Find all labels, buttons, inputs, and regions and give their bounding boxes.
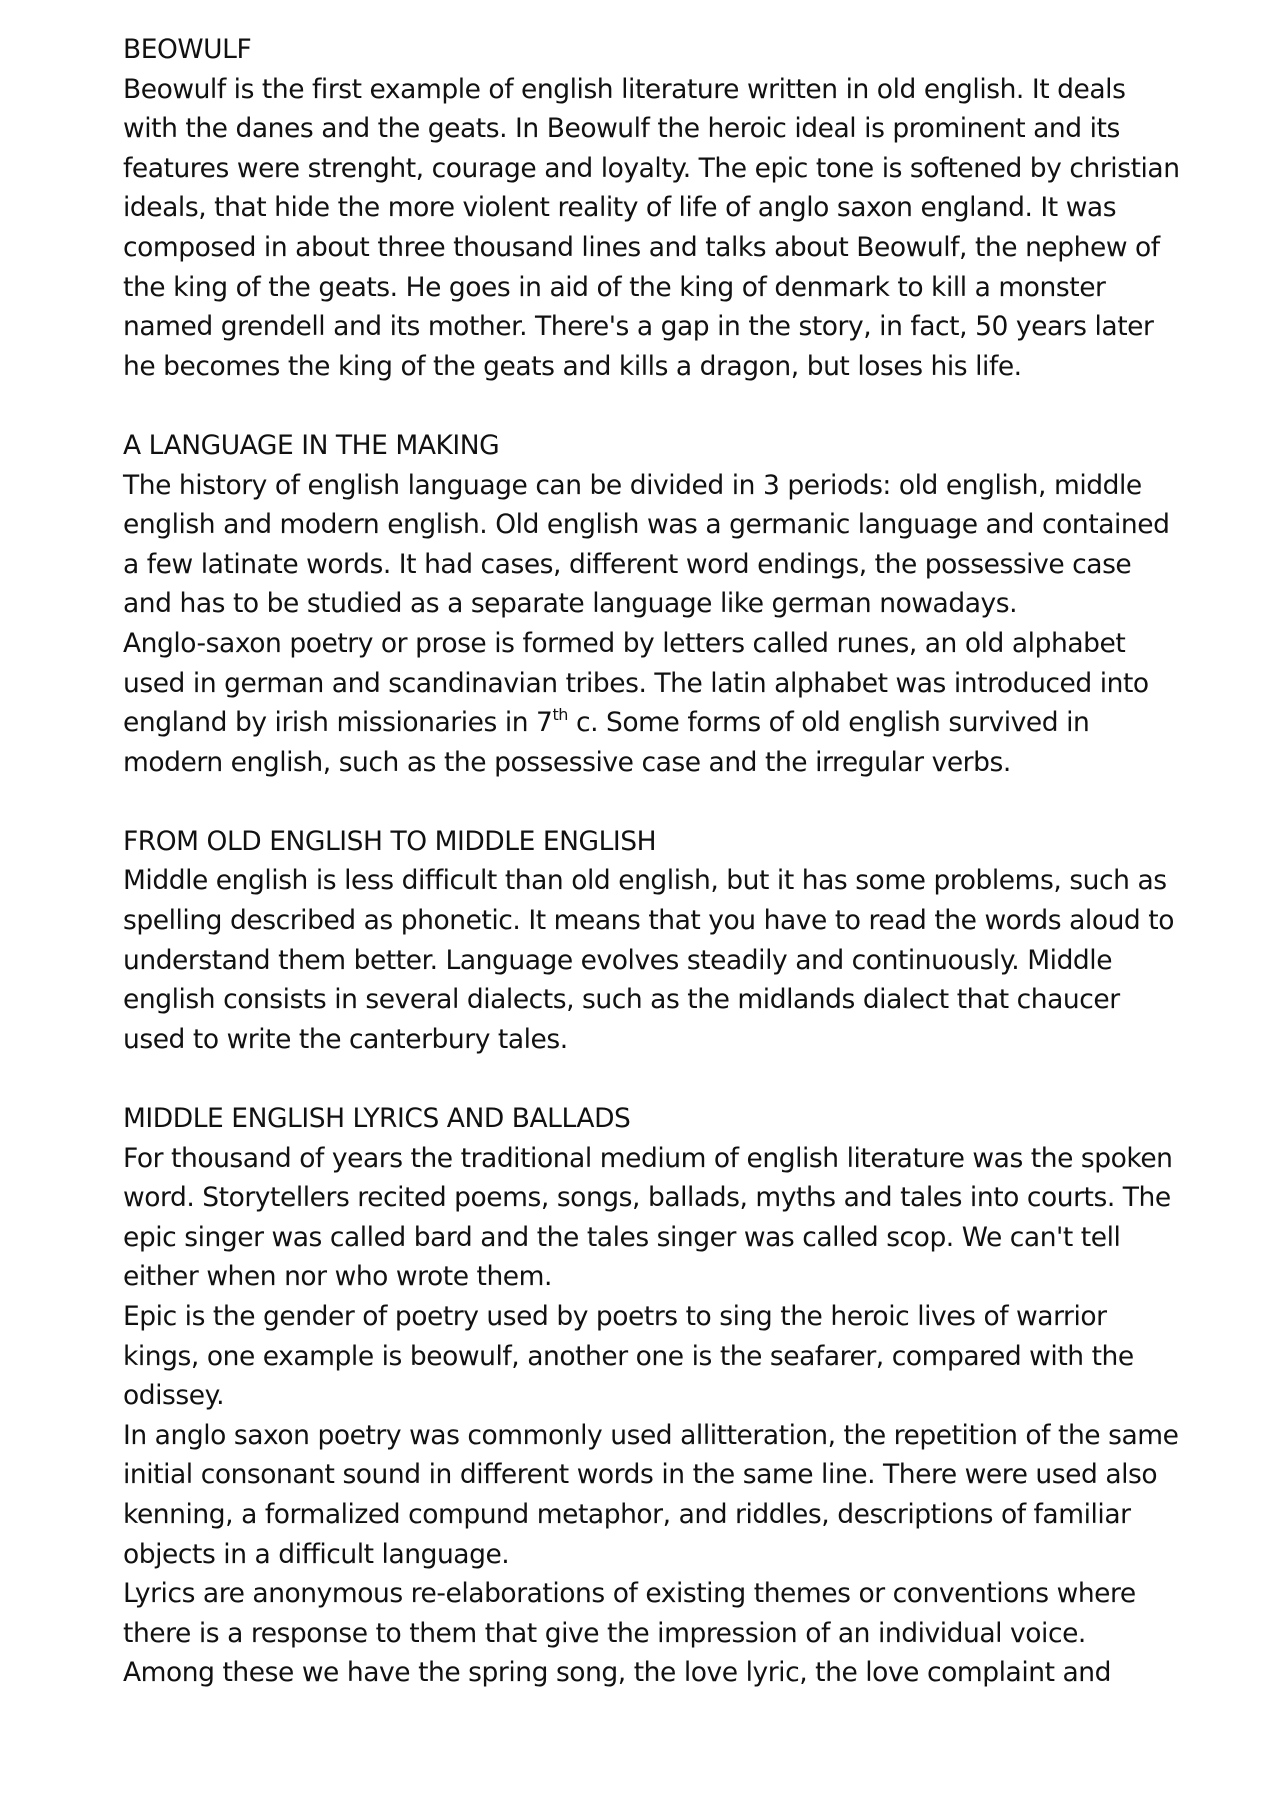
section-old-to-middle-english (123, 822, 1183, 1060)
section-lyrics-and-ballads (123, 1099, 1183, 1693)
paragraph-text: c. Some forms of old english survived in modern english, such as the possessive case and the irregular verbs. (123, 707, 1090, 778)
paragraph: Lyrics are anonymous re-elaborations of existing themes or conventions where there is a response to them that give the impression of an individual voice. Among these we have the spring song, the love lyric, the love complaint and (123, 1578, 1136, 1689)
paragraph-runes (123, 624, 1183, 782)
blank-line (123, 1059, 1183, 1099)
section-beowulf (123, 30, 1183, 386)
paragraph: Epic is the gender of poetry used by poetrs to sing the heroic lives of warrior kings, one example is beowulf, another one is the seafarer, compared with the odissey. (123, 1301, 1134, 1412)
document-page (123, 30, 1183, 1693)
paragraph: For thousand of years the traditional medium of english literature was the spoken word. Storytellers recited poems, songs, ballads, myths and tales into courts. The epic singer was called bard and the tales singer was called scop. We can't tell either when nor who wrote them. (123, 1142, 1173, 1293)
blank-line (123, 386, 1183, 426)
paragraph: The history of english language can be divided in 3 periods: old english, middle english and modern english. Old english was a germanic language and contained a few latinate words. It had cases, different word endings, the possessive case and has to be studied as a separate language like german nowadays. (123, 469, 1170, 620)
superscript-ordinal: th (552, 705, 568, 725)
paragraph: In anglo saxon poetry was commonly used allitteration, the repetition of the same initial consonant sound in different words in the same line. There were used also kenning, a formalized compund metaphor, and riddles, descriptions of familiar objects in a difficult language. (123, 1419, 1179, 1570)
section-heading: A LANGUAGE IN THE MAKING (123, 429, 500, 461)
section-language-in-the-making (123, 426, 1183, 782)
blank-line (123, 782, 1183, 822)
section-heading: MIDDLE ENGLISH LYRICS AND BALLADS (123, 1103, 631, 1135)
section-heading: FROM OLD ENGLISH TO MIDDLE ENGLISH (123, 825, 657, 857)
paragraph: Beowulf is the first example of english literature written in old english. It deals with the danes and the geats. In Beowulf the heroic ideal is prominent and its features were strenght, courage and loyalty. The epic tone is softened by christian ideals, that hide the more violent reality of life of anglo saxon england. It was composed in about three thousand lines and talks about Beowulf, the nephew of the king of the geats. He goes in aid of the king of denmark to kill a monster named grendell and its mother. There's a gap in the story, in fact, 50 years later he becomes the king of the geats and kills a dragon, but loses his life. (123, 73, 1180, 382)
paragraph-text: Anglo-saxon poetry or prose is formed by letters called runes, an old alphabet used in german and scandinavian tribes. The latin alphabet was introduced into england by irish missionaries in 7 (123, 627, 1149, 739)
section-heading: BEOWULF (123, 34, 252, 65)
paragraph: Middle english is less difficult than old english, but it has some problems, such as spelling described as phonetic. It means that you have to read the words aloud to understand them better. Language evolves steadily and continuously. Middle english consists in several dialects, such as the midlands dialect that chaucer used to write the canterbury tales. (123, 865, 1174, 1055)
